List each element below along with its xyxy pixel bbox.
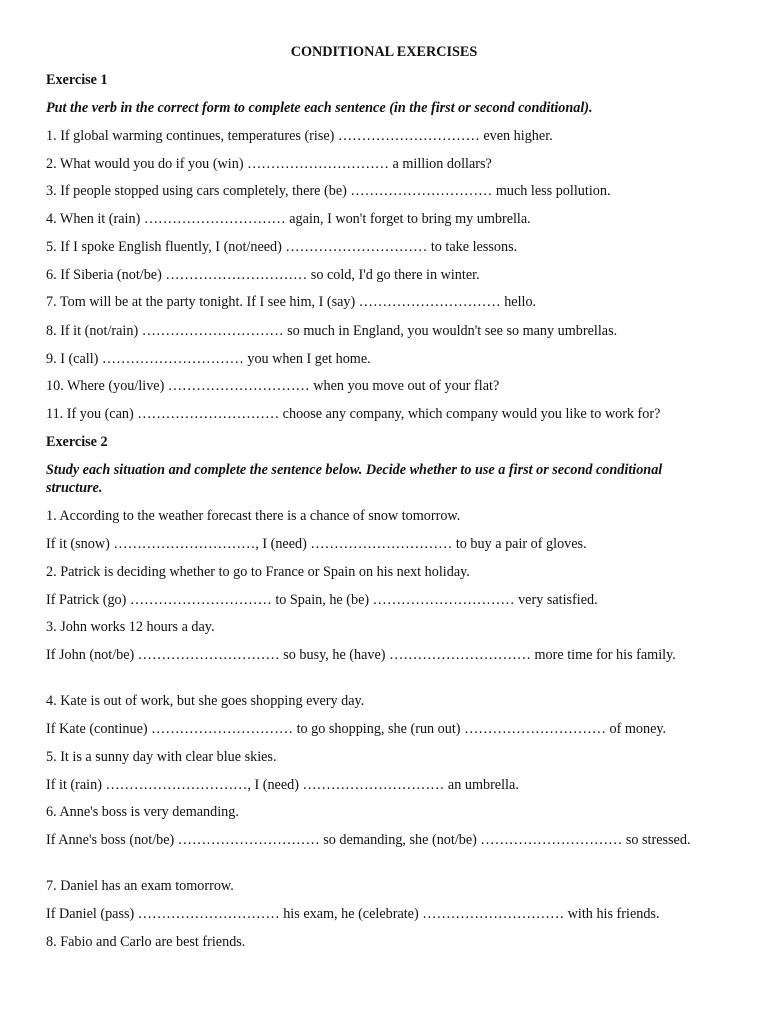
exercise-2-sentence: If it (snow) …………………………, I (need) ………………………… to buy a pair of gloves. (46, 536, 587, 552)
exercise-2-instruction: Study each situation and complete the sentence below. Decide whether to use a first or second conditional structure. (46, 462, 663, 496)
exercise-1-item: 5. If I spoke English fluently, I (not/need) ………………………… to take lessons. (46, 239, 518, 255)
exercise-1-item: 8. If it (not/rain) ………………………… so much in England, you wouldn't see so many umbrellas. (46, 323, 618, 339)
exercise-1-item: 4. When it (rain) ………………………… again, I won't forget to bring my umbrella. (46, 211, 531, 227)
exercise-1-item: 10. Where (you/live) ………………………… when you move out of your flat? (46, 378, 500, 394)
exercise-2-situation: 1. According to the weather forecast there is a chance of snow tomorrow. (46, 508, 461, 524)
exercise-2-situation: 4. Kate is out of work, but she goes shopping every day. (46, 693, 365, 709)
exercise-2-heading: Exercise 2 (46, 434, 108, 450)
exercise-1-item: 9. I (call) ………………………… you when I get home. (46, 351, 371, 367)
exercise-2-situation: 8. Fabio and Carlo are best friends. (46, 934, 246, 950)
exercise-1-item: 3. If people stopped using cars completely, there (be) ………………………… much less pollution. (46, 183, 611, 199)
exercise-1-item: 1. If global warming continues, temperatures (rise) ………………………… even higher. (46, 128, 553, 144)
page-title: CONDITIONAL EXERCISES (290, 44, 478, 60)
exercise-2-sentence: If John (not/be) ………………………… so busy, he (have) ………………………… more time for his family. (46, 647, 676, 663)
exercise-2-situation: 3. John works 12 hours a day. (46, 619, 215, 635)
exercise-2-sentence: If it (rain) …………………………, I (need) ………………………… an umbrella. (46, 777, 519, 793)
exercise-2-situation: 6. Anne's boss is very demanding. (46, 804, 239, 820)
exercise-2-situation: 5. It is a sunny day with clear blue skies. (46, 749, 277, 765)
exercise-1-item: 11. If you (can) ………………………… choose any company, which company would you like to work for? (46, 406, 661, 422)
exercise-2-situation: 7. Daniel has an exam tomorrow. (46, 878, 234, 894)
exercise-1-instruction: Put the verb in the correct form to complete each sentence (in the first or second conditional). (46, 100, 593, 116)
exercise-2-situation: 2. Patrick is deciding whether to go to France or Spain on his next holiday. (46, 564, 470, 580)
exercise-1-item: 6. If Siberia (not/be) ………………………… so cold, I'd go there in winter. (46, 267, 480, 283)
exercise-1-item: 7. Tom will be at the party tonight. If I see him, I (say) ………………………… hello. (46, 294, 537, 310)
exercise-1-heading: Exercise 1 (46, 72, 108, 88)
exercise-2-sentence: If Anne's boss (not/be) ………………………… so demanding, she (not/be) ………………………… so stressed. (46, 832, 691, 848)
exercise-2-sentence: If Kate (continue) ………………………… to go shopping, she (run out) ………………………… of money. (46, 721, 667, 737)
exercise-1-item: 2. What would you do if you (win) ………………………… a million dollars? (46, 156, 492, 172)
exercise-2-sentence: If Patrick (go) ………………………… to Spain, he (be) ………………………… very satisfied. (46, 592, 598, 608)
exercise-2-sentence: If Daniel (pass) ………………………… his exam, he (celebrate) ………………………… with his friends. (46, 906, 660, 922)
